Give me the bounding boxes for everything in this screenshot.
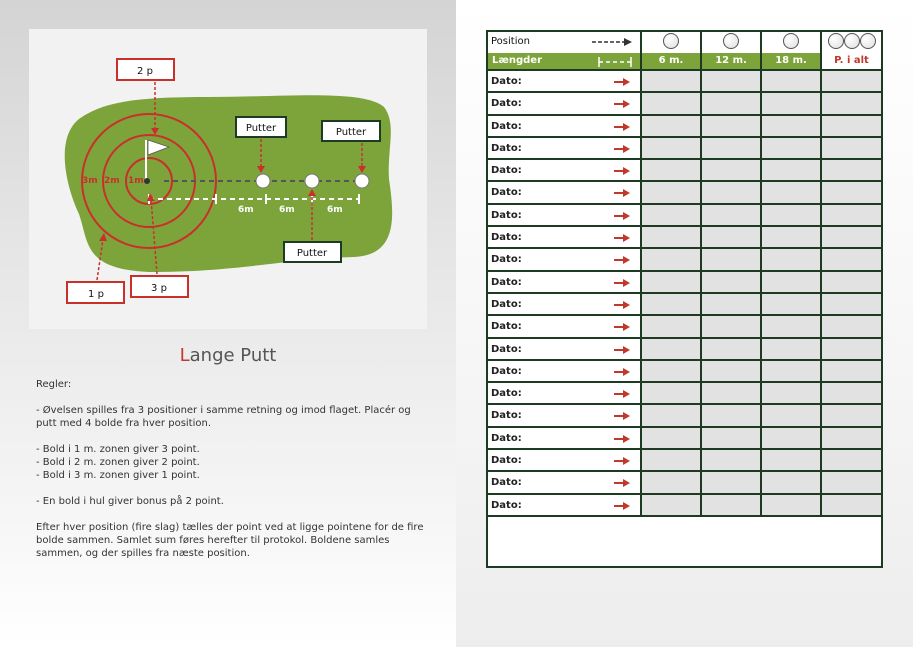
score-cell-total[interactable] [822, 71, 881, 91]
table-row [488, 361, 881, 383]
table-row [488, 316, 881, 338]
arrow-right-icon [614, 145, 630, 153]
score-cell-12m[interactable] [702, 138, 762, 158]
score-cell-18m[interactable] [762, 361, 822, 381]
points-label-1p: 1 p [88, 289, 104, 300]
putter-label-b: Putter [335, 127, 367, 138]
page-title [0, 345, 456, 366]
date-label: Dato: [491, 76, 522, 87]
score-cell-12m[interactable] [702, 272, 762, 292]
date-cell[interactable] [488, 361, 642, 381]
score-cell-12m[interactable] [702, 405, 762, 425]
score-cell-total[interactable] [822, 205, 881, 225]
score-cell-total[interactable] [822, 160, 881, 180]
score-cell-6m[interactable] [642, 383, 702, 403]
table-header-position [488, 32, 881, 53]
date-cell[interactable] [488, 93, 642, 113]
score-cell-6m[interactable] [642, 495, 702, 515]
score-cell-12m[interactable] [702, 472, 762, 492]
date-cell[interactable] [488, 316, 642, 336]
score-cell-6m[interactable] [642, 472, 702, 492]
date-label: Dato: [491, 477, 522, 489]
title-first-letter: L [179, 345, 190, 366]
table-row [488, 339, 881, 361]
score-cell-total[interactable] [822, 294, 881, 314]
table-row [488, 450, 881, 472]
column-18m: 18 m. [762, 53, 822, 69]
putter-label-a: Putter [245, 123, 277, 134]
score-cell-6m[interactable] [642, 405, 702, 425]
score-cell-12m[interactable] [702, 249, 762, 269]
rules-outro: Efter hver position (fire slag) tælles der point ved at ligge pointene for de fire bolde sammen. Samlet sum føres herefter til protokol. Boldene samles sammen, og der spilles fra næste position. [36, 522, 424, 559]
score-cell-18m[interactable] [762, 339, 822, 359]
score-cell-6m[interactable] [642, 272, 702, 292]
table-row [488, 294, 881, 316]
table-header-lengths [488, 53, 881, 71]
score-cell-total[interactable] [822, 472, 881, 492]
golf-ball-icon [305, 174, 319, 188]
points-label-3p: 3 p [151, 283, 167, 294]
arrow-right-icon [614, 435, 630, 443]
rules-point-2: - Bold i 2 m. zonen giver 2 point. [36, 457, 200, 468]
score-cell-total[interactable] [822, 450, 881, 470]
score-cell-12m[interactable] [702, 450, 762, 470]
score-cell-12m[interactable] [702, 361, 762, 381]
score-table [486, 30, 883, 568]
score-cell-total[interactable] [822, 405, 881, 425]
date-label: Dato: [491, 142, 522, 154]
score-cell-12m[interactable] [702, 93, 762, 113]
score-cell-18m[interactable] [762, 182, 822, 202]
table-row [488, 383, 881, 405]
score-cell-total[interactable] [822, 361, 881, 381]
rules-intro: - Øvelsen spilles fra 3 positioner i samme retning og imod flaget. Placér og putt med 4 bolde fra hver position. [36, 405, 411, 429]
distance-6m-c: 6m [327, 205, 343, 215]
rules-text [36, 378, 426, 560]
table-row [488, 472, 881, 494]
arrow-right-icon [614, 412, 630, 420]
score-cell-12m[interactable] [702, 227, 762, 247]
date-cell[interactable] [488, 450, 642, 470]
score-cell-total[interactable] [822, 272, 881, 292]
date-label: Dato: [491, 388, 522, 400]
date-label: Dato: [491, 276, 522, 288]
golf-ball-icon [663, 33, 679, 49]
score-cell-total[interactable] [822, 428, 881, 448]
golf-ball-icon [844, 33, 860, 49]
golf-ball-icon [783, 33, 799, 49]
date-label: Dato: [491, 365, 522, 377]
score-cell-total[interactable] [822, 316, 881, 336]
score-cell-18m[interactable] [762, 138, 822, 158]
left-panel [0, 0, 456, 647]
score-cell-18m[interactable] [762, 272, 822, 292]
score-cell-18m[interactable] [762, 428, 822, 448]
date-label: Dato: [491, 98, 522, 110]
score-cell-6m[interactable] [642, 316, 702, 336]
date-label: Dato: [491, 187, 522, 199]
table-row [488, 495, 881, 517]
score-cell-6m[interactable] [642, 182, 702, 202]
score-cell-12m[interactable] [702, 383, 762, 403]
score-cell-12m[interactable] [702, 294, 762, 314]
score-cell-18m[interactable] [762, 116, 822, 136]
column-6m: 6 m. [642, 53, 702, 69]
ring-3m-label: 3m [82, 176, 98, 186]
score-cell-total[interactable] [822, 138, 881, 158]
date-cell[interactable] [488, 71, 642, 91]
score-cell-12m[interactable] [702, 339, 762, 359]
score-cell-18m[interactable] [762, 71, 822, 91]
arrow-right-icon [614, 279, 630, 287]
table-row [488, 160, 881, 182]
date-label: Dato: [491, 343, 522, 355]
table-row [488, 405, 881, 427]
ring-2m-label: 2m [104, 176, 120, 186]
arrow-right-icon [614, 346, 630, 354]
points-label-2p: 2 p [137, 66, 153, 77]
score-cell-total[interactable] [822, 93, 881, 113]
length-marker-icon [598, 57, 632, 67]
date-cell[interactable] [488, 339, 642, 359]
arrow-right-icon [614, 301, 630, 309]
arrow-right-icon [614, 390, 630, 398]
putting-diagram [29, 29, 427, 329]
score-cell-total[interactable] [822, 182, 881, 202]
score-cell-18m[interactable] [762, 93, 822, 113]
score-cell-6m[interactable] [642, 227, 702, 247]
putting-green-svg [29, 29, 427, 329]
golf-ball-icon [828, 33, 844, 49]
table-row [488, 428, 881, 450]
score-cell-18m[interactable] [762, 495, 822, 515]
score-cell-6m[interactable] [642, 450, 702, 470]
golf-ball-icon [355, 174, 369, 188]
score-cell-12m[interactable] [702, 182, 762, 202]
table-row [488, 71, 881, 93]
arrow-right-icon [614, 479, 630, 487]
score-cell-total[interactable] [822, 227, 881, 247]
rules-bonus: - En bold i hul giver bonus på 2 point. [36, 496, 224, 507]
table-row [488, 116, 881, 138]
score-cell-18m[interactable] [762, 472, 822, 492]
date-label: Dato: [491, 321, 522, 333]
date-label: Dato: [491, 432, 522, 444]
score-cell-18m[interactable] [762, 205, 822, 225]
table-row [488, 182, 881, 204]
ring-1m-label: 1m [128, 176, 144, 186]
score-cell-18m[interactable] [762, 160, 822, 180]
arrow-right-icon [614, 368, 630, 376]
arrow-right-icon [614, 100, 630, 108]
date-cell[interactable] [488, 472, 642, 492]
date-label: Dato: [491, 232, 522, 244]
score-cell-12m[interactable] [702, 205, 762, 225]
date-cell[interactable] [488, 205, 642, 225]
score-cell-6m[interactable] [642, 160, 702, 180]
lengths-label: Længder [492, 55, 542, 66]
arrow-right-icon [614, 189, 630, 197]
golf-ball-icon [723, 33, 739, 49]
score-cell-18m[interactable] [762, 249, 822, 269]
date-cell[interactable] [488, 405, 642, 425]
date-cell[interactable] [488, 116, 642, 136]
date-label: Dato: [491, 209, 522, 221]
date-cell[interactable] [488, 249, 642, 269]
score-cell-12m[interactable] [702, 160, 762, 180]
score-cell-12m[interactable] [702, 71, 762, 91]
score-cell-total[interactable] [822, 495, 881, 515]
score-cell-6m[interactable] [642, 339, 702, 359]
rules-heading: Regler: [36, 379, 72, 390]
score-cell-total[interactable] [822, 116, 881, 136]
arrow-right-icon [614, 212, 630, 220]
arrow-right-icon [614, 78, 630, 86]
arrow-right-icon [614, 457, 630, 465]
score-cell-6m[interactable] [642, 205, 702, 225]
score-cell-6m[interactable] [642, 294, 702, 314]
score-cell-6m[interactable] [642, 93, 702, 113]
score-cell-12m[interactable] [702, 316, 762, 336]
date-cell[interactable] [488, 294, 642, 314]
score-cell-6m[interactable] [642, 361, 702, 381]
arrow-right-icon [614, 167, 630, 175]
score-cell-6m[interactable] [642, 138, 702, 158]
date-label: Dato: [491, 165, 522, 177]
date-label: Dato: [491, 410, 522, 422]
table-row [488, 138, 881, 160]
score-cell-18m[interactable] [762, 450, 822, 470]
arrow-right-icon [614, 256, 630, 264]
date-cell[interactable] [488, 383, 642, 403]
title-rest: ange Putt [189, 345, 277, 366]
score-cell-18m[interactable] [762, 294, 822, 314]
score-cell-total[interactable] [822, 339, 881, 359]
table-row [488, 205, 881, 227]
rules-point-3: - Bold i 3 m. zonen giver 1 point. [36, 470, 200, 481]
column-total: P. i alt [822, 53, 881, 69]
date-label: Dato: [491, 499, 522, 511]
dashed-arrow-icon [592, 38, 632, 46]
rules-point-1: - Bold i 1 m. zonen giver 3 point. [36, 444, 200, 455]
hole-icon [144, 178, 150, 184]
score-cell-18m[interactable] [762, 316, 822, 336]
table-row [488, 227, 881, 249]
score-cell-12m[interactable] [702, 428, 762, 448]
score-cell-6m[interactable] [642, 71, 702, 91]
date-cell[interactable] [488, 227, 642, 247]
table-row [488, 249, 881, 271]
score-cell-6m[interactable] [642, 116, 702, 136]
score-cell-total[interactable] [822, 249, 881, 269]
score-cell-12m[interactable] [702, 116, 762, 136]
score-cell-18m[interactable] [762, 383, 822, 403]
column-12m: 12 m. [702, 53, 762, 69]
date-cell[interactable] [488, 495, 642, 515]
date-cell[interactable] [488, 272, 642, 292]
golf-ball-icon [860, 33, 876, 49]
date-cell[interactable] [488, 428, 642, 448]
score-cell-18m[interactable] [762, 227, 822, 247]
date-cell[interactable] [488, 160, 642, 180]
arrow-right-icon [614, 323, 630, 331]
date-label: Dato: [491, 120, 522, 132]
score-cell-18m[interactable] [762, 405, 822, 425]
date-label: Dato: [491, 298, 522, 310]
distance-6m-b: 6m [279, 205, 295, 215]
date-label: Dato: [491, 254, 522, 266]
score-cell-12m[interactable] [702, 495, 762, 515]
date-cell[interactable] [488, 138, 642, 158]
putter-label-c: Putter [296, 248, 328, 259]
score-cell-6m[interactable] [642, 249, 702, 269]
date-label: Dato: [491, 455, 522, 467]
table-row [488, 272, 881, 294]
golf-ball-icon [256, 174, 270, 188]
score-cell-total[interactable] [822, 383, 881, 403]
position-label: Position [491, 36, 530, 47]
arrow-right-icon [614, 502, 630, 510]
score-cell-6m[interactable] [642, 428, 702, 448]
arrow-right-icon [614, 234, 630, 242]
table-row [488, 93, 881, 115]
distance-6m-a: 6m [238, 205, 254, 215]
arrow-right-icon [614, 123, 630, 131]
date-cell[interactable] [488, 182, 642, 202]
